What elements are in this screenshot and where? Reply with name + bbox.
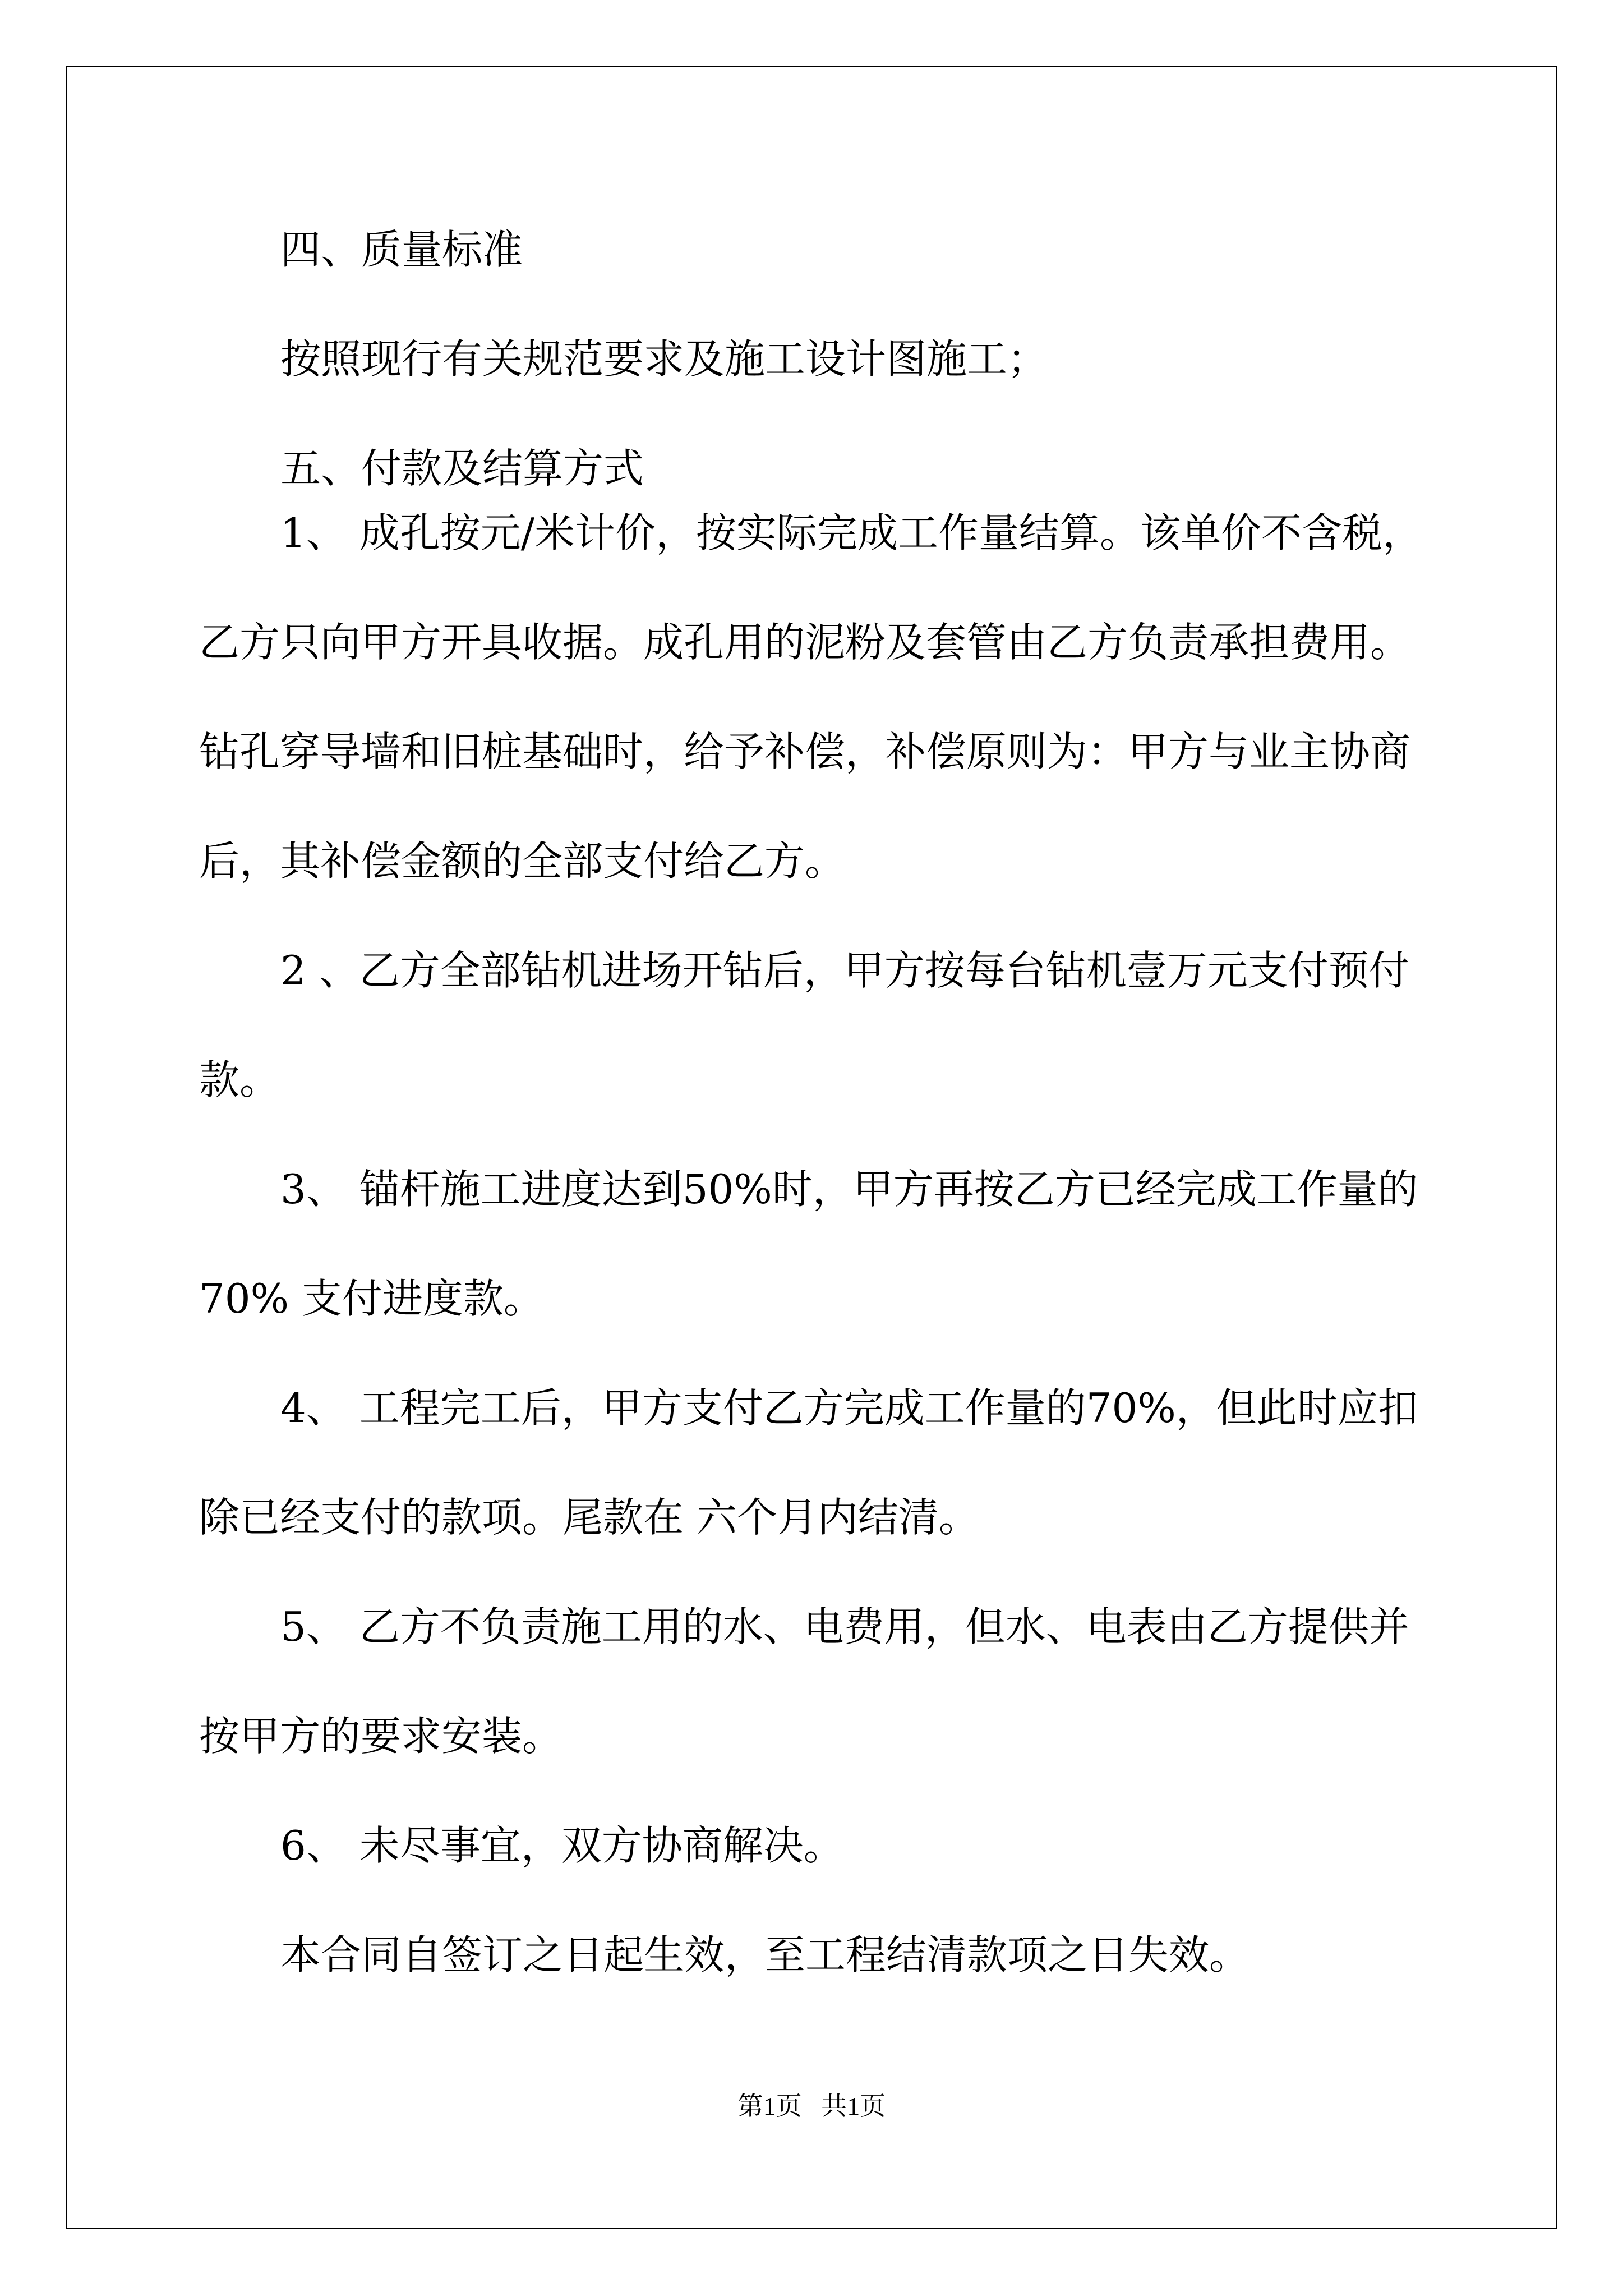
clause-3-line-1: 3、 锚杆施工进度达到50%时，甲方再按乙方已经完成工作量的 xyxy=(280,1166,1418,1213)
section-heading-payment: 五、付款及结算方式 xyxy=(280,445,644,492)
paragraph-quality-standard: 按照现行有关规范要求及施工设计图施工； xyxy=(280,335,1048,383)
clause-2-line-2: 款。 xyxy=(199,1056,280,1103)
contract-effective-clause: 本合同自签订之日起生效，至工程结清款项之日失效。 xyxy=(280,1931,1250,1978)
page-border xyxy=(66,66,1557,2229)
clause-2-line-1: 2 、乙方全部钻机进场开钻后，甲方按每台钻机壹万元支付预付 xyxy=(280,947,1409,994)
clause-1-line-1: 1、 成孔按元/米计价，按实际完成工作量结算。该单价不含税， xyxy=(280,509,1423,556)
clause-3-line-2: 70% 支付进度款。 xyxy=(199,1275,544,1322)
clause-6: 6、 未尽事宜，双方协商解决。 xyxy=(280,1822,844,1869)
clause-1-line-4: 后，其补偿金额的全部支付给乙方。 xyxy=(199,838,846,885)
section-heading-quality-standard: 四、质量标准 xyxy=(280,226,523,273)
page-number-footer: 第1页 共1页 xyxy=(737,2092,886,2120)
clause-4-line-2: 除已经支付的款项。尾款在 六个月内结清。 xyxy=(199,1494,979,1541)
clause-5-line-2: 按甲方的要求安装。 xyxy=(199,1713,563,1760)
clause-1-line-3: 钻孔穿导墙和旧桩基础时，给予补偿，补偿原则为：甲方与业主协商 xyxy=(199,728,1411,775)
clause-4-line-1: 4、 工程完工后，甲方支付乙方完成工作量的70%，但此时应扣 xyxy=(280,1384,1418,1432)
clause-5-line-1: 5、 乙方不负责施工用的水、电费用，但水、电表由乙方提供并 xyxy=(280,1603,1409,1650)
clause-1-line-2: 乙方只向甲方开具收据。成孔用的泥粉及套管由乙方负责承担费用。 xyxy=(199,619,1411,666)
